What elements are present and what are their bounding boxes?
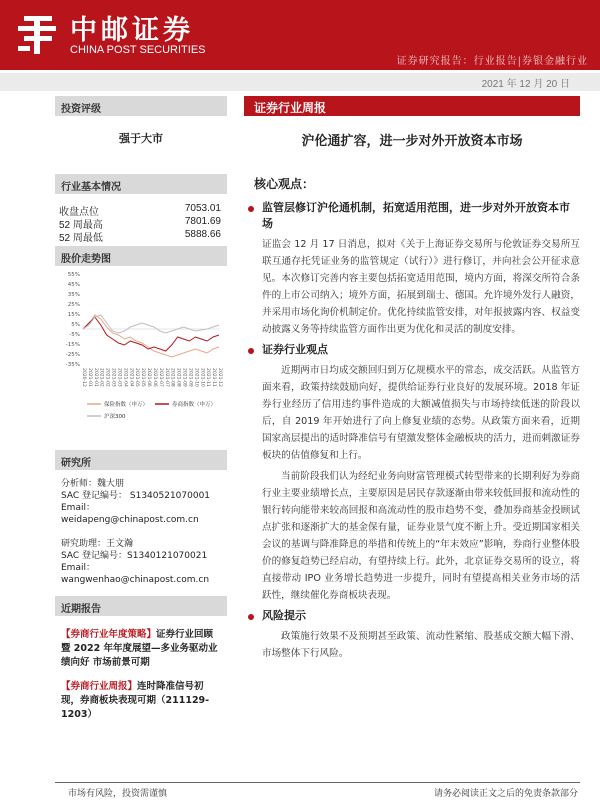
series-line <box>83 315 219 357</box>
x-tick-label: 2021-05 <box>134 368 140 387</box>
y-tick-label: 55% <box>67 272 80 278</box>
basics-row: 收盘点位 7053.01 <box>59 203 221 218</box>
footer-disclaimer: 市场有风险，投资需谨慎 <box>68 789 168 799</box>
x-tick-label: 2020-12 <box>81 368 86 387</box>
report-date: 2021 年 12 月 20 日 <box>481 79 570 90</box>
report-type-banner: 证券行业周报 <box>244 96 580 116</box>
x-tick-label: 2021-04 <box>128 368 134 387</box>
x-tick-label: 2021-04 <box>122 368 128 387</box>
legend-label: 券商指数（申万） <box>172 402 217 408</box>
analyst-line: 分析师：魏大朋 <box>61 479 125 489</box>
section <box>244 200 580 338</box>
y-tick-label: 5% <box>71 322 80 328</box>
bullet-icon <box>248 348 254 354</box>
analyst-line: SAC 登记编号： S1340521070001 <box>61 491 211 501</box>
header-banner <box>0 0 600 70</box>
analyst-gap <box>61 526 221 538</box>
x-tick-label: 2021-09 <box>181 368 187 387</box>
x-tick-label: 2021-06 <box>151 368 157 387</box>
y-tick-label: -5% <box>69 332 80 338</box>
analyst-line: 研究助理：王文瀚 <box>61 539 134 549</box>
main-content <box>244 96 580 662</box>
y-tick-label: -25% <box>65 352 80 358</box>
report-tag: 【券商行业周报】 <box>61 681 138 692</box>
x-tick-label: 2021-07 <box>157 368 163 387</box>
rating-title: 投资评级 <box>55 96 227 116</box>
legend-label: 沪深300 <box>104 414 126 420</box>
basics-row: 52 周最低 5888.66 <box>59 229 221 244</box>
basics-title: 行业基本情况 <box>55 174 227 194</box>
x-tick-label: 2021-09 <box>187 368 193 387</box>
y-tick-label: -35% <box>65 362 80 368</box>
x-tick-label: 2021-01 <box>92 368 98 387</box>
x-tick-label: 2021-07 <box>163 368 169 387</box>
analyst-list <box>55 478 227 586</box>
paragraph: 证监会 12 月 17 日消息，拟对《关于上海证券交易所与伦敦证券交易所互联互通存托凭证业务的监管规定（试行）》进行修订，并向社会公开征求意见。本次修订完善内容主要包括拓宽适用范围，境内方面，将深交所符合条件的上市公司纳入；境外方面，拓展到瑞士、德国。允许境外发行人融资，并采用市场化询价机制定价。优化持续监管安排，对年报披露内容、权益变动披露义务等持续监管方面作出更为优化和灵活的制度安排。 <box>262 239 580 335</box>
x-tick-label: 2021-01 <box>86 368 92 387</box>
price-chart <box>55 266 227 444</box>
rating-value: 强于大市 <box>119 132 163 145</box>
basics-row: 52 周最高 7801.69 <box>59 216 221 231</box>
section <box>244 608 580 662</box>
footer-divider <box>55 782 580 783</box>
paragraph: 近期两市日均成交额回归到万亿规模水平的常态，成交活跃。从监管方面来看，政策持续鼓励向好，提供给证券行业良好的发展环境。2018 年证券行业经历了信用违约事件造成的大额减值损失与市场持续低迷的阶段以后，自 2019 年开始进行了向上修复业绩的态势。从政策方面来看，近期国家高层提出的适时降准信号有望激发整体金融板块的活力，进而刺激证券板块的估值修复和上行。 <box>262 365 580 461</box>
report-text: 连时降准信号初现，券商板块表现可期（211129-1203） <box>61 681 210 720</box>
china-post-logo-icon <box>12 10 62 60</box>
paragraph: 当前阶段我们认为经纪业务向财富管理模式转型带来的长期利好为券商行业主要业绩增长点，主要原因是居民存款逐渐由带来较低回报和流动性的银行转向能带来较高回报和高流动性的股市趋势不变，叠加券商基金投顾试点扩张和逐渐扩大的基金保有量，证券业景气度不断上升。受近期国家相关会议的基调与降准降息的举措和传统上的“年末效应”影响，券商行业整体股价的修复趋势已经启动，有望持续上行。此外，北京证券交易所的设立，将直接带动 IPO 业务增长趋势进一步提升，同时有望提高相关业务市场的活跃性，继续催化券商板块表现。 <box>262 471 580 601</box>
section-heading: 证券行业观点 <box>244 342 580 358</box>
recent-reports-title: 近期报告 <box>55 596 227 616</box>
report-category: 证券研究报告：行业报告|券银金融行业 <box>396 56 588 67</box>
core-views-title: 核心观点： <box>254 177 315 191</box>
section-heading: 风险提示 <box>244 608 580 624</box>
logo-chinese-name: 中邮证券 <box>70 15 194 46</box>
x-tick-label: 2021-06 <box>146 368 152 387</box>
logo-english-name: CHINA POST SECURITIES <box>70 44 206 56</box>
report-link[interactable] <box>55 680 227 722</box>
report-link[interactable] <box>55 628 227 670</box>
y-tick-label: 25% <box>67 302 80 308</box>
basics-table <box>55 203 227 242</box>
bullet-icon <box>248 206 254 212</box>
x-tick-label: 2021-03 <box>116 368 122 387</box>
x-tick-label: 2021-10 <box>193 368 199 387</box>
x-tick-label: 2021-12 <box>217 368 222 387</box>
y-tick-label: 15% <box>67 312 80 318</box>
legend-label: 保险指数（申万） <box>104 402 149 408</box>
x-tick-label: 2021-11 <box>211 368 217 387</box>
y-tick-label: -15% <box>65 342 80 348</box>
report-title: 沪伦通扩容，进一步对外开放资本市场 <box>301 134 523 149</box>
date-bar <box>0 73 600 91</box>
x-tick-label: 2021-05 <box>140 368 146 387</box>
x-tick-label: 2021-02 <box>98 368 104 387</box>
footer-terms: 请务必阅读正文之后的免责条款部分 <box>433 789 578 799</box>
chart-title: 股价走势图 <box>55 246 227 266</box>
y-tick-label: 45% <box>67 282 80 288</box>
x-tick-label: 2021-08 <box>175 368 181 387</box>
paragraph: 政策施行效果不及预期甚至政策、流动性紧缩、股基成交额大幅下滑、市场整体下行风险。 <box>262 631 580 659</box>
x-tick-label: 2021-02 <box>104 368 110 387</box>
analyst-line: Email： wangwenhao@chinapost.com.cn <box>61 563 210 585</box>
report-text: 证券行业回顾暨 2022 年年度展望—多业务驱动业绩向好 市场前景可期 <box>61 629 218 668</box>
analyst-line: SAC 登记编号：S1340121070021 <box>61 551 208 561</box>
x-tick-label: 2021-10 <box>199 368 205 387</box>
section-heading: 监管层修订沪伦通机制，拓宽适用范围，进一步对外开放资本市场 <box>244 200 580 232</box>
bullet-icon <box>248 614 254 620</box>
y-tick-label: 35% <box>67 292 80 298</box>
report-tag: 【券商行业年度策略】 <box>61 629 157 640</box>
analysts-title: 研究所 <box>55 450 227 470</box>
section <box>244 342 580 604</box>
sidebar <box>55 96 227 722</box>
analyst-line: Email： weidapeng@chinapost.com.cn <box>61 503 199 525</box>
x-tick-label: 2021-11 <box>205 368 211 387</box>
x-tick-label: 2021-03 <box>110 368 116 387</box>
price-chart-svg <box>55 266 227 444</box>
x-tick-label: 2021-08 <box>169 368 175 387</box>
